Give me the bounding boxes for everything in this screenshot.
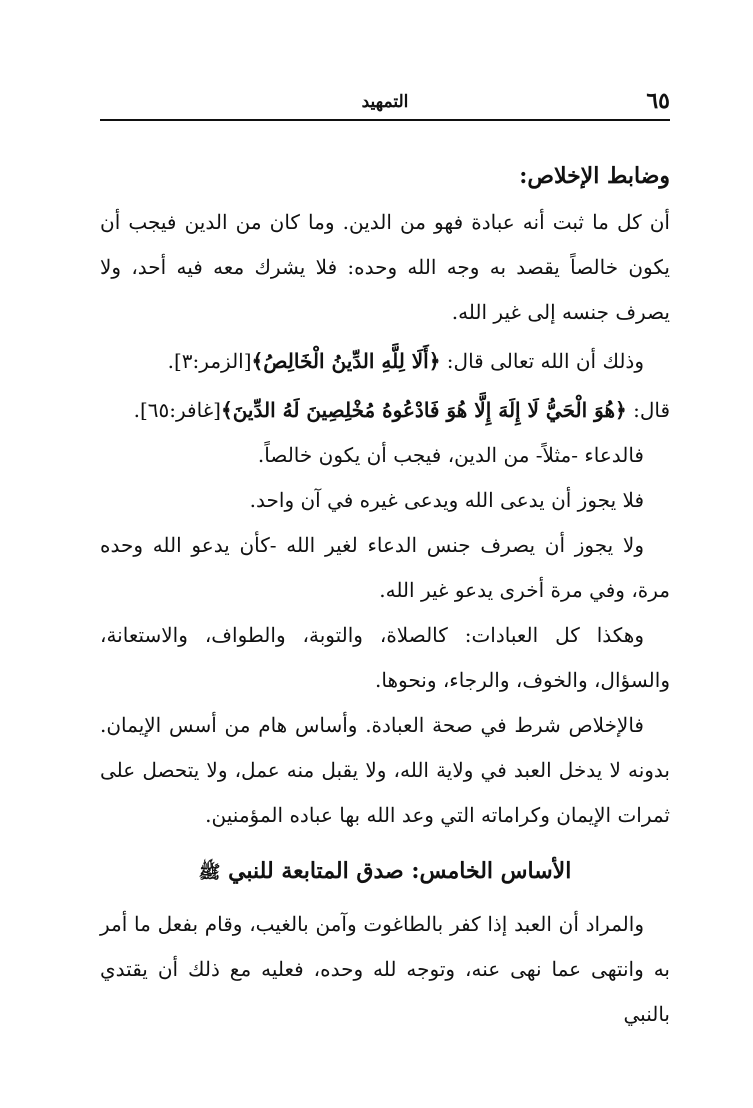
quran-verse-ghafir: ﴿هُوَ الْحَيُّ لَا إِلَهَ إِلَّا هُوَ فَادْعُوهُ مُخْلِصِينَ لَهُ الدِّينَ﴾ — [220, 398, 627, 422]
page-body — [100, 152, 670, 1037]
running-title: التمهيد — [361, 92, 409, 112]
paragraph-dua-rule: فلا يجوز أن يدعى الله ويدعى غيره في آن واحد. — [249, 488, 644, 512]
quran-verse-zumar: ﴿أَلَا لِلَّهِ الدِّينُ الْخَالِصُ﴾ — [251, 349, 441, 373]
page-header — [100, 86, 670, 118]
header-rule — [100, 119, 670, 121]
verse-reference-ghafir: [غافر:٦٥]. — [133, 398, 221, 422]
heading-text: الأساس الخامس: صدق المتابعة للنبي — [220, 858, 572, 884]
paragraph-following-prophet: والمراد أن العبد إذا كفر بالطاغوت وآمن بالغيب، وقام بفعل ما أمر به وانتهى عما نهى عنه، وتوجه لله وحده، فعليه مع ذلك أن يقتدي بالنبي — [100, 912, 670, 1026]
salawat-symbol: ﷺ — [198, 862, 221, 883]
paragraph-ikhlas-condition: فالإخلاص شرط في صحة العبادة. وأساس هام من أسس الإيمان. بدونه لا يدخل العبد في ولاية الله، ولا يقبل منه عمل، ولا يتحصل على ثمرات الإيمان وكراماته التي وعد الله بها عباده المؤمنين. — [100, 713, 670, 827]
verse-intro: قال: — [626, 398, 670, 422]
paragraph-ghafir-verse — [100, 388, 670, 433]
paragraph-zumar-verse — [100, 339, 670, 384]
paragraph-all-worship: وهكذا كل العبادات: كالصلاة، والتوبة، والطواف، والاستعانة، والسؤال، والخوف، والرجاء، ونحوها. — [100, 623, 670, 692]
section-heading-ikhlas: وضابط الإخلاص: — [519, 163, 670, 189]
page-number: ٦٥ — [646, 88, 670, 114]
paragraph-definition: أن كل ما ثبت أنه عبادة فهو من الدين. وما كان من الدين فيجب أن يكون خالصاً يقصد به وجه الله وحده: فلا يشرك معه فيه أحد، ولا يصرف جنسه إلى غير الله. — [100, 210, 670, 324]
paragraph-dua-example: فالدعاء -مثلاً- من الدين، فيجب أن يكون خالصاً. — [257, 443, 644, 467]
paragraph-dua-prohibition: ولا يجوز أن يصرف جنس الدعاء لغير الله -كأن يدعو الله وحده مرة، وفي مرة أخرى يدعو غير الله. — [100, 533, 670, 602]
verse-intro: وذلك أن الله تعالى قال: — [440, 349, 644, 373]
section-heading-fifth-foundation — [100, 846, 670, 898]
verse-reference-zumar: [الزمر:٣]. — [167, 349, 252, 373]
